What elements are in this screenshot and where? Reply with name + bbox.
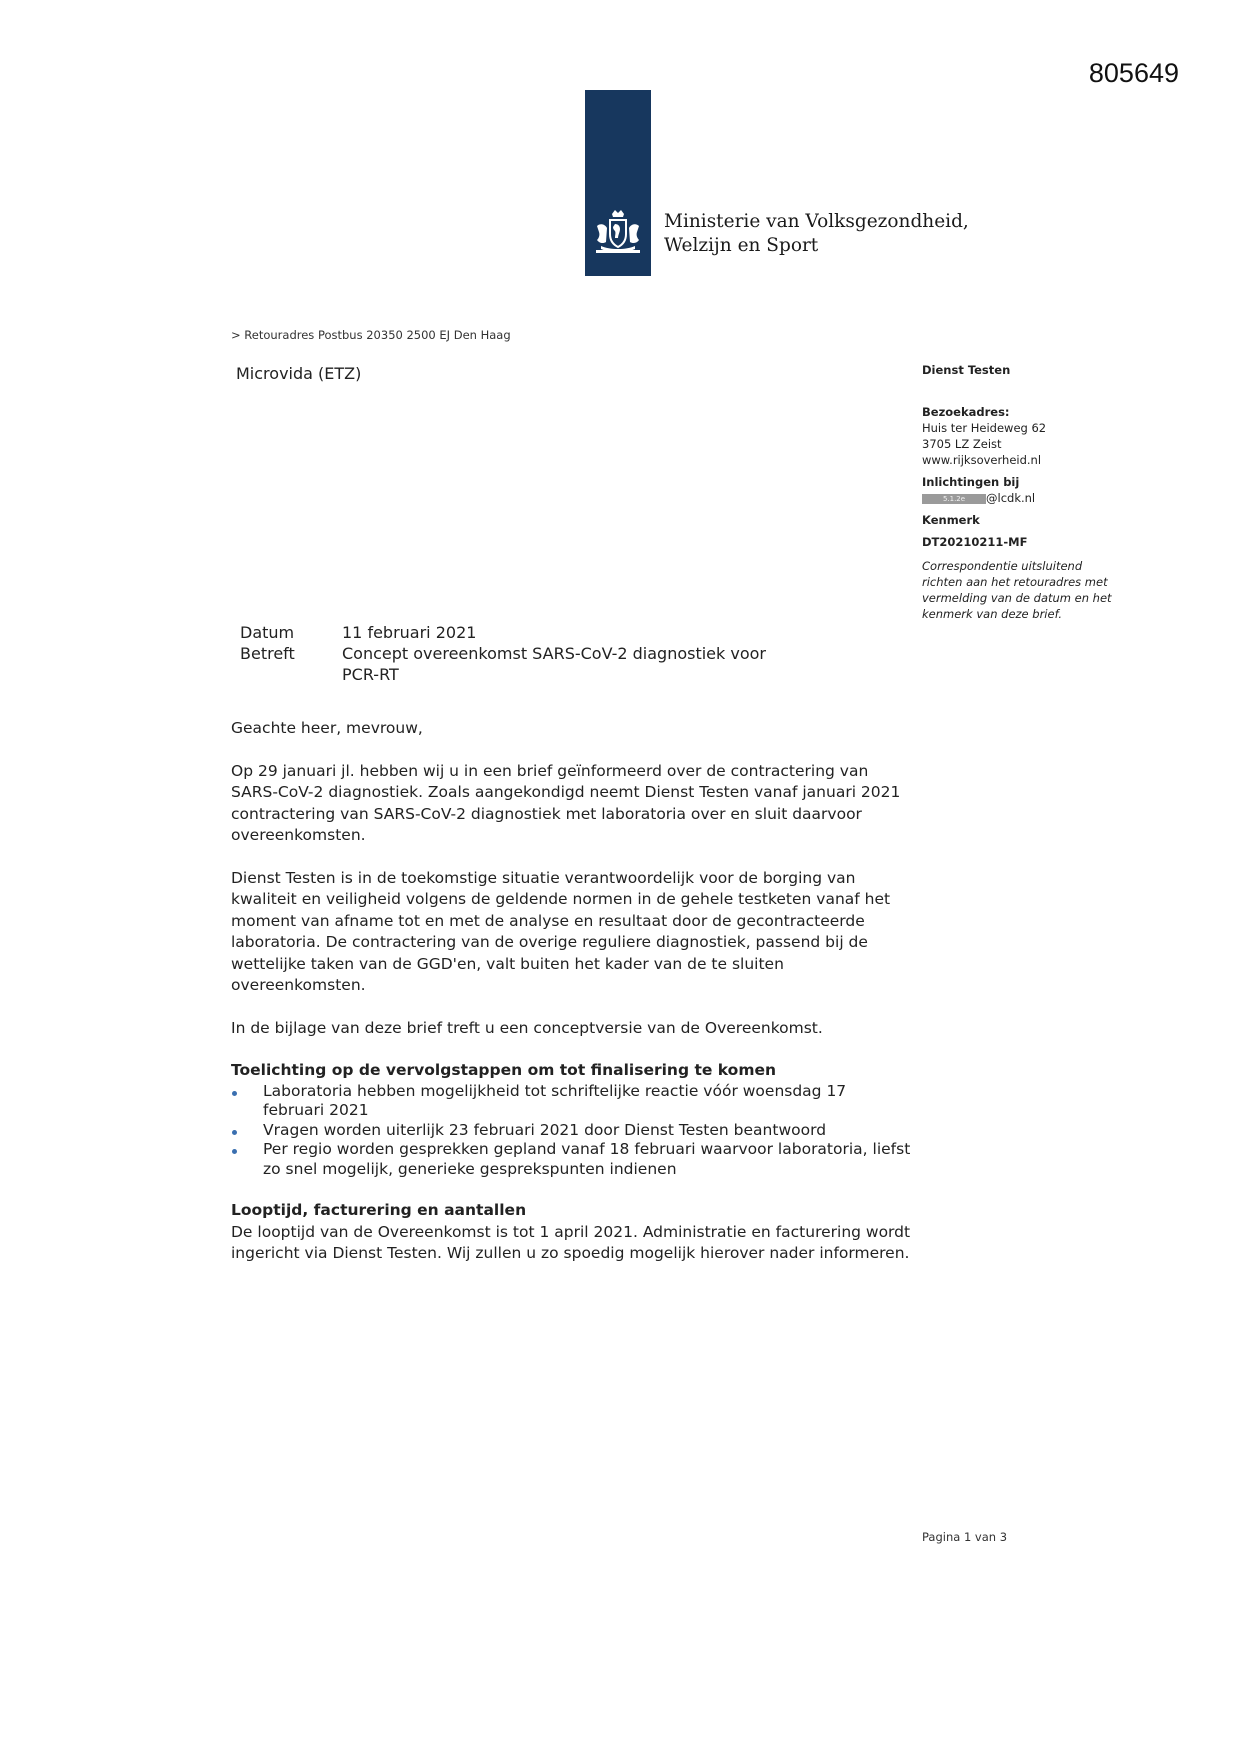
info-email-domain: @lcdk.nl xyxy=(986,491,1036,505)
paragraph-duration: De looptijd van de Overeenkomst is tot 1 april 2021. Administratie en facturering wordt ingericht via Dienst Testen. Wij zullen u zo spoedig mogelijk hierover nader informeren. xyxy=(231,1222,911,1262)
letter-body xyxy=(231,718,911,1286)
visit-address-city: 3705 LZ Zeist xyxy=(922,437,1002,451)
page-indicator: Pagina 1 van 3 xyxy=(922,1530,1008,1544)
website-link[interactable]: www.rijksoverheid.nl xyxy=(922,453,1042,467)
paragraph-3: In de bijlage van deze brief treft u een conceptversie van de Overeenkomst. xyxy=(231,1018,823,1037)
subject-label: Betreft xyxy=(240,644,295,663)
coat-of-arms-icon xyxy=(592,208,644,258)
salutation: Geachte heer, mevrouw, xyxy=(231,719,423,737)
date-value: 11 februari 2021 xyxy=(342,623,477,642)
letter-meta xyxy=(240,622,802,685)
section-heading-next-steps: Toelichting op de vervolgstappen om tot finalisering te komen xyxy=(231,1061,777,1079)
date-row xyxy=(240,622,802,643)
next-steps-list xyxy=(231,1082,911,1180)
info-label: Inlichtingen bij xyxy=(922,475,1020,489)
visit-address-label: Bezoekadres: xyxy=(922,405,1010,419)
ministry-name-line1: Ministerie van Volksgezondheid, xyxy=(664,211,969,232)
subject-value: Concept overeenkomst SARS-CoV-2 diagnostiek voor PCR-RT xyxy=(342,644,766,684)
reference-value: DT20210211-MF xyxy=(922,535,1028,549)
ministry-logo-bar xyxy=(585,90,651,276)
sender-details-sidebar xyxy=(922,362,1122,622)
list-item: Laboratoria hebben mogelijkheid tot schriftelijke reactie vóór woensdag 17 februari 2021 xyxy=(263,1082,911,1121)
return-address: > Retouradres Postbus 20350 2500 EJ Den Haag xyxy=(231,328,511,342)
correspondence-note: Correspondentie uitsluitend richten aan het retouradres met vermelding van de datum en het kenmerk van deze brief. xyxy=(922,559,1112,621)
ministry-name xyxy=(664,210,969,258)
recipient-name: Microvida (ETZ) xyxy=(236,364,362,383)
ministry-name-line2: Welzijn en Sport xyxy=(664,235,819,256)
list-item: Per regio worden gesprekken gepland vanaf 18 februari waarvoor laboratoria, liefst zo snel mogelijk, generieke gesprekspunten indienen xyxy=(263,1140,911,1178)
paragraph-1: Op 29 januari jl. hebben wij u in een brief geïnformeerd over de contractering van SARS-CoV-2 diagnostiek. Zoals aangekondigd neemt Dienst Testen vanaf januari 2021 contractering van SARS-CoV-2 diagnostiek met laboratoria over en sluit daarvoor overeenkomsten. xyxy=(231,761,901,844)
visit-address-street: Huis ter Heideweg 62 xyxy=(922,421,1047,435)
info-contact xyxy=(922,490,1122,506)
date-label: Datum xyxy=(240,623,295,642)
reference-label: Kenmerk xyxy=(922,513,980,527)
list-item: Vragen worden uiterlijk 23 februari 2021 door Dienst Testen beantwoord xyxy=(263,1121,911,1141)
subject-row xyxy=(240,643,802,685)
document-number: 805649 xyxy=(1088,58,1179,88)
sender-organisation: Dienst Testen xyxy=(922,363,1011,377)
paragraph-2: Dienst Testen is in de toekomstige situatie verantwoordelijk voor de borging van kwaliteit en veiligheid volgens de geldende normen in de gehele testketen vanaf het moment van afname tot en met de analyse en resultaat door de gecontracteerde laboratoria. De contractering van de overige reguliere diagnostiek, passend bij de wettelijke taken van de GGD'en, valt buiten het kader van de te sluiten overeenkomsten. xyxy=(231,868,891,994)
redaction-block: 5.1.2e xyxy=(922,494,986,504)
section-heading-duration: Looptijd, facturering en aantallen xyxy=(231,1201,527,1219)
